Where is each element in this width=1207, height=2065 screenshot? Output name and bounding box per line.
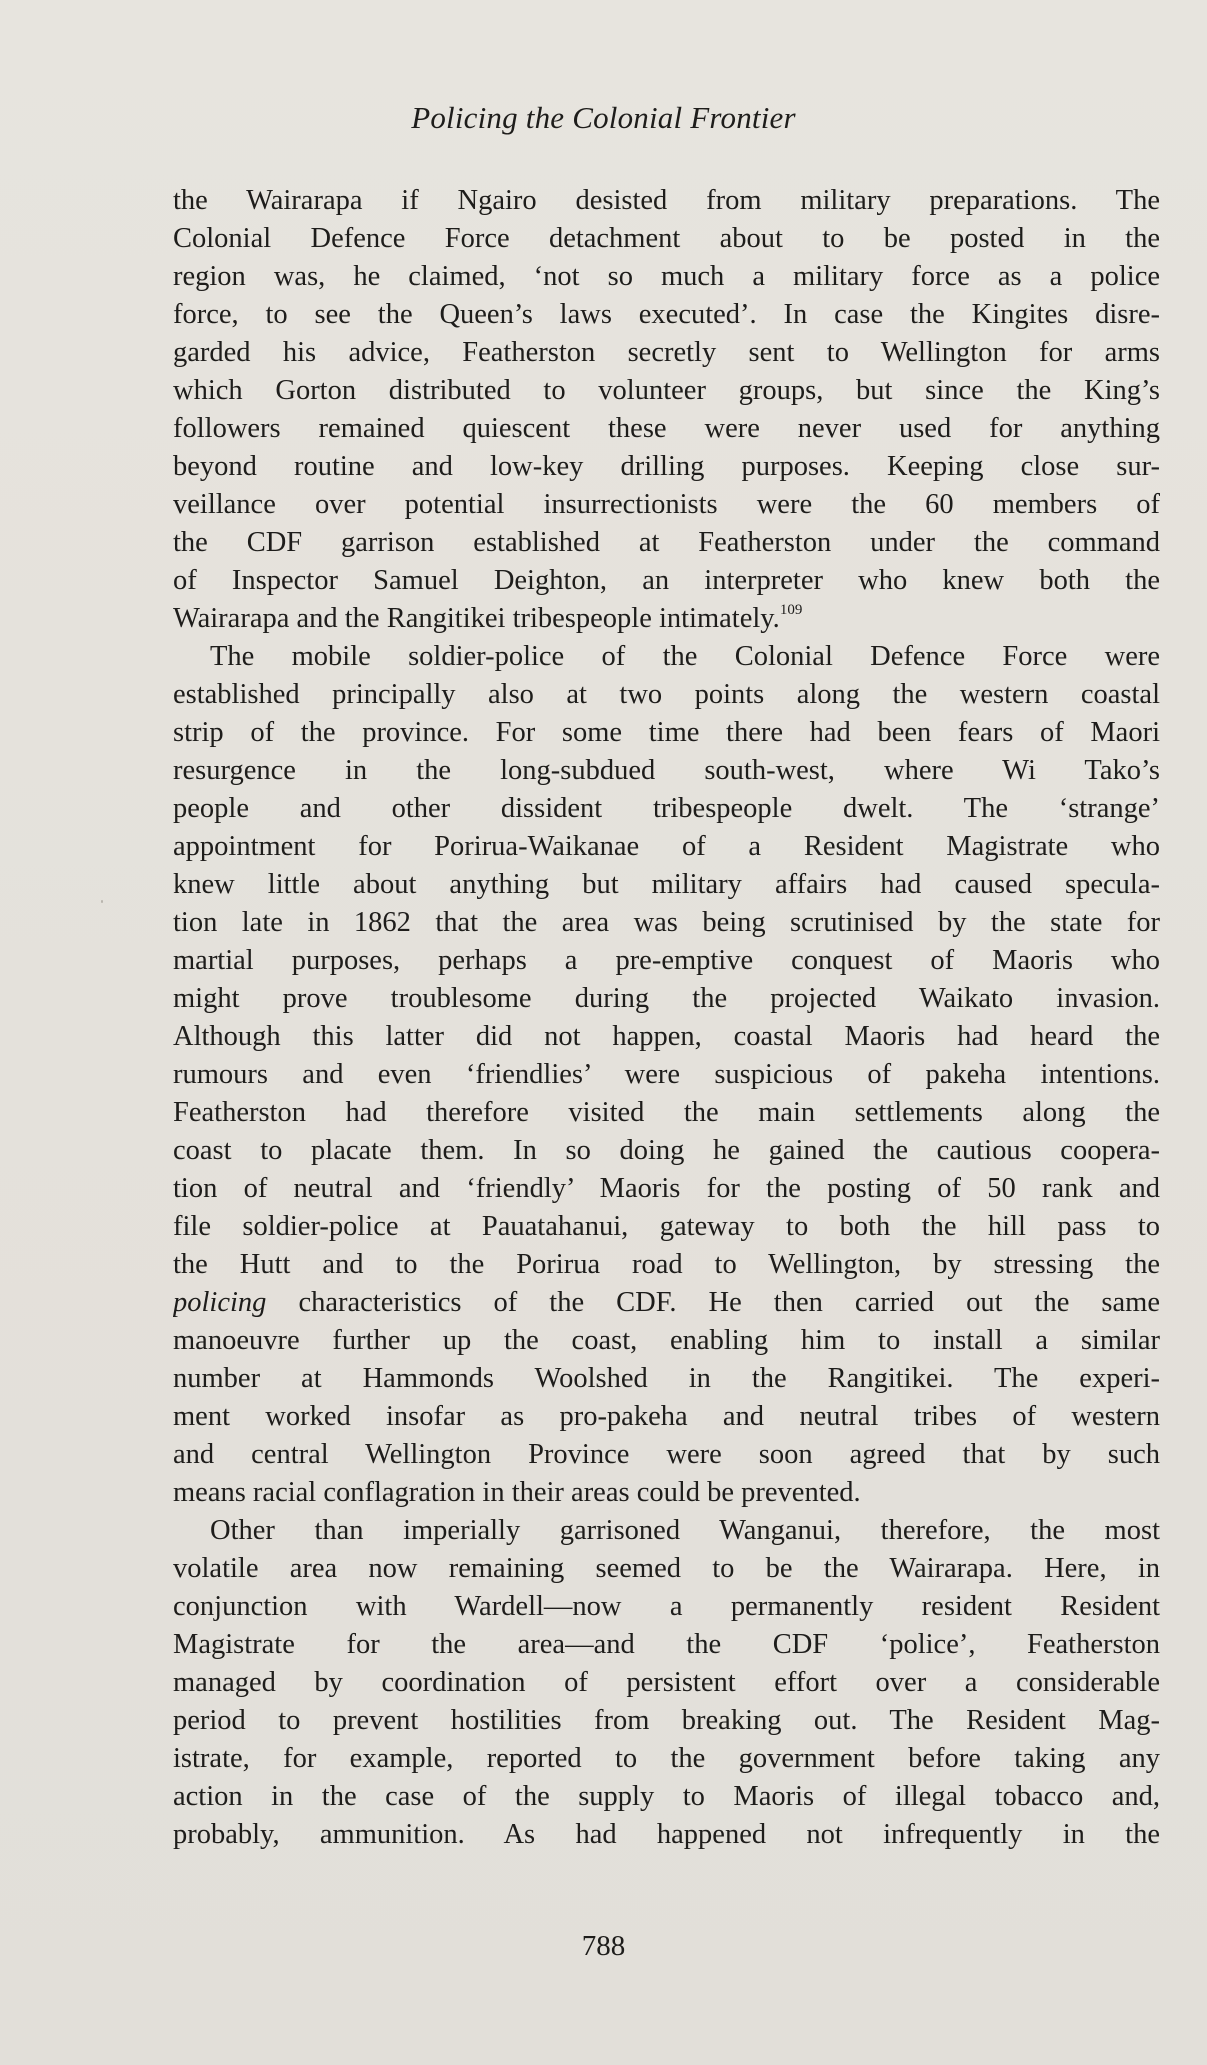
running-head: Policing the Colonial Frontier — [411, 100, 796, 135]
text-line: file soldier-police at Pauatahanui, gateway to both the hill pass to — [173, 1211, 1160, 1242]
footnote-reference: 109 — [779, 602, 803, 618]
text-line: Colonial Defence Force detachment about to be posted in the — [173, 223, 1160, 254]
text-line: managed by coordination of persistent effort over a considerable — [173, 1667, 1160, 1698]
text-line: manoeuvre further up the coast, enabling him to install a similar — [173, 1325, 1160, 1356]
text-line: people and other dissident tribespeople dwelt. The ‘strange’ — [173, 793, 1160, 824]
text-span: Wairarapa and the Rangitikei tribespeople intimately. — [173, 603, 780, 634]
text-line — [173, 1284, 1160, 1322]
text-line: force, to see the Queen’s laws executed’. In case the Kingites disre- — [173, 299, 1160, 330]
text-line: Featherston had therefore visited the main settlements along the — [173, 1097, 1160, 1128]
text-line: ment worked insofar as pro-pakeha and neutral tribes of western — [173, 1401, 1160, 1432]
paragraph-first-line: The mobile soldier-police of the Colonial Defence Force were — [210, 641, 1160, 672]
text-line: Magistrate for the area—and the CDF ‘police’, Featherston — [173, 1629, 1160, 1660]
text-line: means racial conflagration in their areas could be prevented. — [173, 1477, 861, 1508]
text-line: followers remained quiescent these were never used for anything — [173, 413, 1160, 444]
text-line: number at Hammonds Woolshed in the Rangitikei. The experi- — [173, 1363, 1160, 1394]
text-line: established principally also at two points along the western coastal — [173, 679, 1160, 710]
text-line: veillance over potential insurrectionists were the 60 members of — [173, 489, 1160, 520]
text-line: period to prevent hostilities from breaking out. The Resident Mag- — [173, 1705, 1160, 1736]
text-line: conjunction with Wardell—now a permanently resident Resident — [173, 1591, 1160, 1622]
text-line: might prove troublesome during the projected Waikato invasion. — [173, 983, 1160, 1014]
text-line: probably, ammunition. As had happened not infrequently in the — [173, 1819, 1160, 1850]
text-line: beyond routine and low-key drilling purposes. Keeping close sur- — [173, 451, 1160, 482]
page-number: 788 — [581, 1930, 626, 1962]
text-line: resurgence in the long-subdued south-west, where Wi Tako’s — [173, 755, 1160, 786]
text-span: characteristics of the CDF. He then carried out the same — [266, 1287, 1160, 1318]
text-line — [173, 600, 1160, 638]
paper-speck — [101, 900, 103, 903]
italic-term: policing — [173, 1287, 267, 1318]
text-line: action in the case of the supply to Maoris of illegal tobacco and, — [173, 1781, 1160, 1812]
text-line: volatile area now remaining seemed to be the Wairarapa. Here, in — [173, 1553, 1160, 1584]
text-line: tion late in 1862 that the area was being scrutinised by the state for — [173, 907, 1160, 938]
paragraph-first-line: Other than imperially garrisoned Wanganui, therefore, the most — [210, 1515, 1160, 1546]
text-line: of Inspector Samuel Deighton, an interpreter who knew both the — [173, 565, 1160, 596]
text-line: appointment for Porirua-Waikanae of a Resident Magistrate who — [173, 831, 1160, 862]
text-line: strip of the province. For some time there had been fears of Maori — [173, 717, 1160, 748]
text-line: knew little about anything but military affairs had caused specula- — [173, 869, 1160, 900]
text-line: which Gorton distributed to volunteer groups, but since the King’s — [173, 375, 1160, 406]
text-line: and central Wellington Province were soon agreed that by such — [173, 1439, 1160, 1470]
text-line: coast to placate them. In so doing he gained the cautious coopera- — [173, 1135, 1160, 1166]
body-text — [173, 182, 1160, 1854]
text-line: the Hutt and to the Porirua road to Wellington, by stressing the — [173, 1249, 1160, 1280]
text-line: martial purposes, perhaps a pre-emptive conquest of Maoris who — [173, 945, 1160, 976]
text-line: the Wairarapa if Ngairo desisted from military preparations. The — [173, 185, 1160, 216]
text-line: tion of neutral and ‘friendly’ Maoris for the posting of 50 rank and — [173, 1173, 1160, 1204]
text-line: istrate, for example, reported to the government before taking any — [173, 1743, 1160, 1774]
text-line: garded his advice, Featherston secretly sent to Wellington for arms — [173, 337, 1160, 368]
text-line: the CDF garrison established at Featherston under the command — [173, 527, 1160, 558]
text-line: rumours and even ‘friendlies’ were suspicious of pakeha intentions. — [173, 1059, 1160, 1090]
text-line: Although this latter did not happen, coastal Maoris had heard the — [173, 1021, 1160, 1052]
text-line: region was, he claimed, ‘not so much a military force as a police — [173, 261, 1160, 292]
